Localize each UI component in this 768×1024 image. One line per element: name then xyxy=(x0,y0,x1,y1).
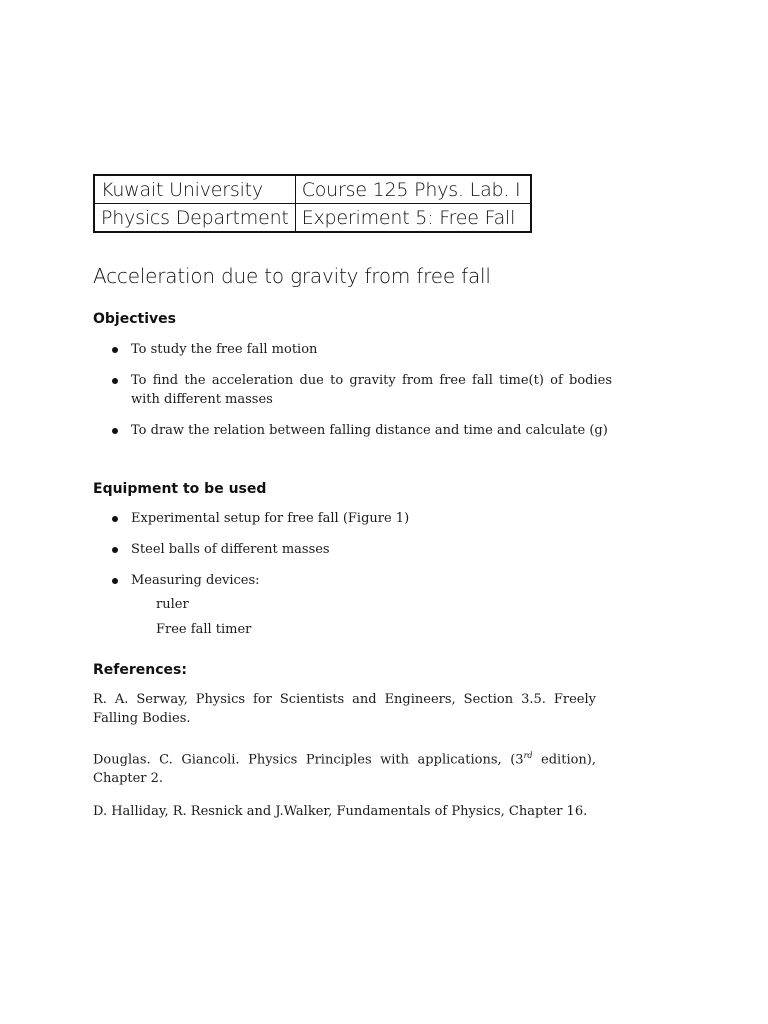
objective-text: To find the acceleration due to gravity from free fall time(t) of bodies with different masses xyxy=(131,373,612,407)
equipment-text: Steel balls of different masses xyxy=(131,542,330,557)
department-name: Physics Department xyxy=(94,204,295,233)
device-ruler: ruler xyxy=(156,597,189,612)
objective-item-3 xyxy=(112,421,612,440)
references-heading: References: xyxy=(93,662,187,678)
equipment-item-3 xyxy=(112,571,612,590)
university-name: Kuwait University xyxy=(94,175,295,204)
reference-1: R. A. Serway, Physics for Scientists and Engineers, Section 3.5. Freely Falling Bodies. xyxy=(93,692,596,726)
header-row-1 xyxy=(94,175,531,204)
objective-item-1 xyxy=(112,340,612,359)
header-table xyxy=(93,174,532,233)
bullet-icon xyxy=(112,516,118,522)
equipment-item-2 xyxy=(112,540,612,559)
experiment-name: Experiment 5: Free Fall xyxy=(295,204,531,233)
objective-item-2 xyxy=(112,371,612,409)
reference-2-superscript: rd xyxy=(523,751,533,760)
bullet-icon xyxy=(112,547,118,553)
device-timer: Free fall timer xyxy=(156,622,252,637)
objective-text: To study the free fall motion xyxy=(131,342,318,357)
equipment-text: Measuring devices: xyxy=(131,573,260,588)
course-name: Course 125 Phys. Lab. I xyxy=(295,175,531,204)
bullet-icon xyxy=(112,347,118,353)
header-row-2 xyxy=(94,204,531,233)
bullet-icon xyxy=(112,378,118,384)
equipment-text: Experimental setup for free fall (Figure 1) xyxy=(131,511,410,526)
objective-text: To draw the relation between falling distance and time and calculate (g) xyxy=(131,423,608,438)
document-title: Acceleration due to gravity from free fall xyxy=(93,264,491,288)
bullet-icon xyxy=(112,578,118,584)
reference-2-tail: edition), Chapter 2. xyxy=(93,752,597,787)
reference-2-main: Douglas. C. Giancoli. Physics Principles with applications, (3 xyxy=(93,752,524,768)
bullet-icon xyxy=(112,428,118,434)
reference-2 xyxy=(93,746,596,788)
objectives-heading: Objectives xyxy=(93,311,176,327)
equipment-item-1 xyxy=(112,509,612,528)
reference-3: D. Halliday, R. Resnick and J.Walker, Fundamentals of Physics, Chapter 16. xyxy=(93,804,588,819)
equipment-heading: Equipment to be used xyxy=(93,481,267,497)
